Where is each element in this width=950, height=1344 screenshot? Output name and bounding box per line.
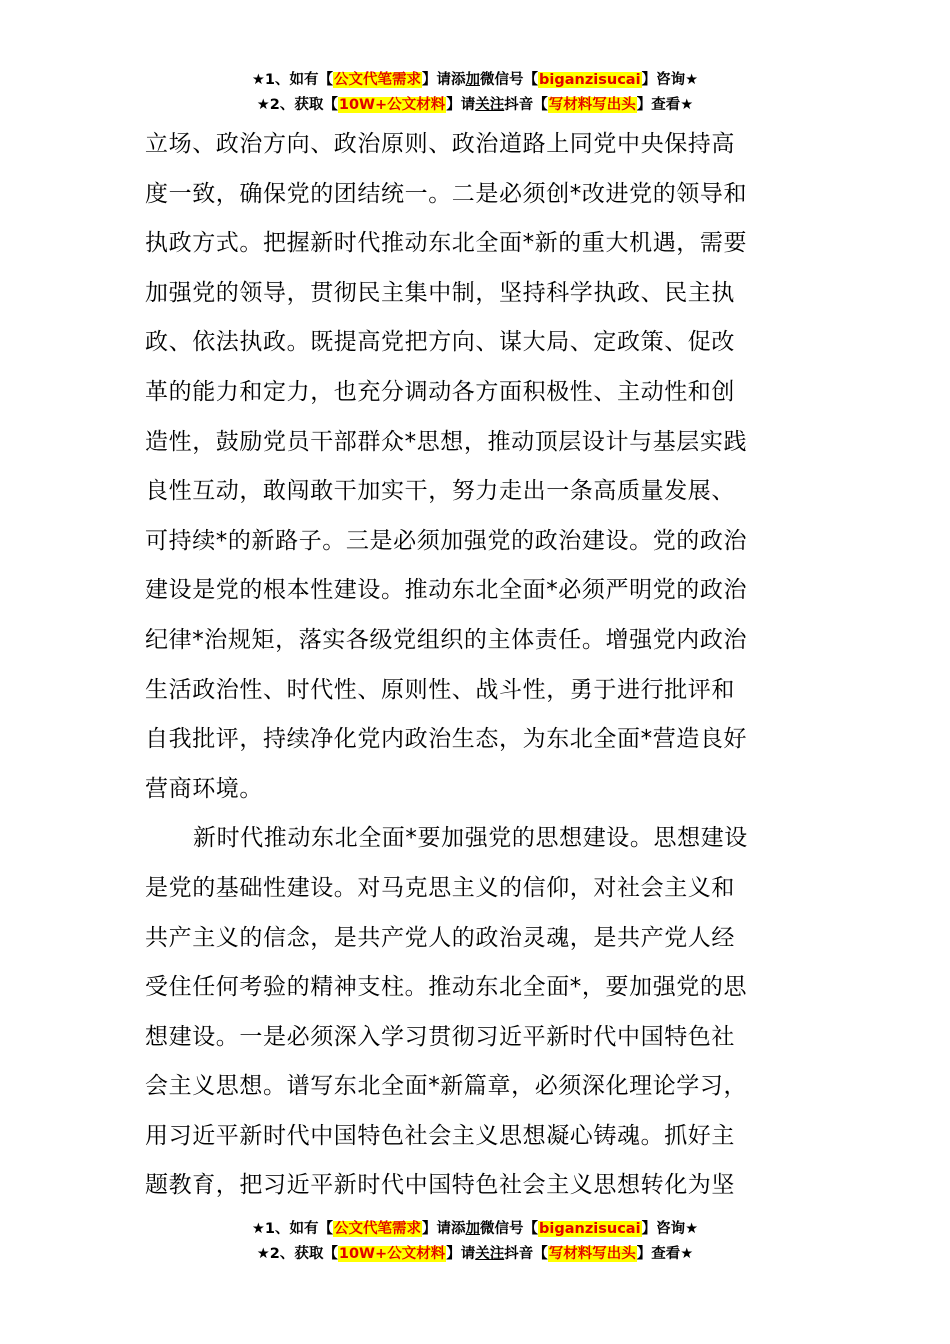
ad-text: 】请添 bbox=[422, 72, 466, 88]
ad-text: 】请 bbox=[446, 97, 476, 113]
text-line: 加强党的领导，贯彻民主集中制，坚持科学执政、民主执 bbox=[145, 279, 735, 306]
ad-highlight-douyin: 写材料写出头 bbox=[548, 97, 636, 113]
ad-text: 】请添 bbox=[422, 1221, 466, 1237]
ad-highlight: 公文代笔需求 bbox=[334, 1221, 422, 1237]
ad-text: 加 bbox=[465, 72, 481, 88]
ad-text: 】查看★ bbox=[636, 1246, 694, 1262]
text-line: 良性互动，敢闯敢干加实干，努力走出一条高质量发展、 bbox=[145, 478, 735, 505]
text-line: 纪律*治规矩，落实各级党组织的主体责任。增强党内政治 bbox=[145, 626, 748, 653]
text-line: 立场、政治方向、政治原则、政治道路上同党中央保持高 bbox=[145, 131, 735, 157]
ad-highlight-wechat-id: biganzisucai bbox=[539, 72, 641, 88]
ad-text: 抖音【 bbox=[504, 97, 548, 113]
header-ad-banner bbox=[0, 68, 950, 118]
footer-ad-banner bbox=[0, 1217, 950, 1267]
text-line: 会主义思想。谱写东北全面*新篇章，必须深化理论学习， bbox=[145, 1073, 748, 1100]
ad-text: 微信号【 bbox=[480, 72, 539, 88]
text-line: 政、依法执政。既提高党把方向、谋大局、定政策、促改 bbox=[145, 329, 735, 356]
text-line: 执政方式。把握新时代推动东北全面*新的重大机遇，需要 bbox=[145, 230, 748, 257]
text-line: 题教育，把习近平新时代中国特色社会主义思想转化为坚 bbox=[145, 1172, 735, 1199]
text-line: 营商环境。 bbox=[145, 775, 263, 802]
ad-text: ★1、如有【 bbox=[251, 1221, 334, 1237]
text-line: 共产主义的信念，是共产党人的政治灵魂，是共产党人经 bbox=[145, 924, 735, 951]
ad-line-1 bbox=[0, 68, 950, 93]
ad-highlight: 10W+公文材料 bbox=[338, 1246, 446, 1262]
ad-text: 关注 bbox=[475, 1246, 505, 1262]
text-line: 想建设。一是必须深入学习贯彻习近平新时代中国特色社 bbox=[145, 1023, 735, 1050]
ad-highlight: 公文代笔需求 bbox=[334, 72, 422, 88]
ad-text: 关注 bbox=[475, 97, 505, 113]
ad-text: ★2、获取【 bbox=[256, 97, 338, 113]
ad-text: 】咨询★ bbox=[641, 72, 699, 88]
ad-highlight-douyin: 写材料写出头 bbox=[548, 1246, 636, 1262]
ad-text: 微信号【 bbox=[480, 1221, 539, 1237]
text-line: 自我批评，持续净化党内政治生态，为东北全面*营造良好 bbox=[145, 726, 748, 753]
text-line: 生活政治性、时代性、原则性、战斗性，勇于进行批评和 bbox=[145, 676, 735, 703]
ad-text: 】请 bbox=[446, 1246, 476, 1262]
text-line: 革的能力和定力，也充分调动各方面积极性、主动性和创 bbox=[145, 378, 735, 405]
text-line: 受住任何考验的精神支柱。推动东北全面*，要加强党的思 bbox=[145, 974, 748, 1001]
text-line: 用习近平新时代中国特色社会主义思想凝心铸魂。抓好主 bbox=[145, 1122, 735, 1149]
ad-text: 】咨询★ bbox=[641, 1221, 699, 1237]
ad-text: 加 bbox=[465, 1221, 481, 1237]
ad-line-2 bbox=[0, 93, 950, 118]
ad-text: ★2、获取【 bbox=[256, 1246, 338, 1262]
text-line: 造性，鼓励党员干部群众*思想，推动顶层设计与基层实践 bbox=[145, 428, 748, 455]
ad-highlight-wechat-id: biganzisucai bbox=[539, 1221, 641, 1237]
ad-text: 】查看★ bbox=[636, 97, 694, 113]
ad-text: ★1、如有【 bbox=[251, 72, 334, 88]
ad-line-2 bbox=[0, 1242, 950, 1267]
text-line: 度一致，确保党的团结统一。二是必须创*改进党的领导和 bbox=[145, 180, 748, 207]
ad-text: 抖音【 bbox=[504, 1246, 548, 1262]
ad-highlight: 10W+公文材料 bbox=[338, 97, 446, 113]
body-text bbox=[145, 120, 807, 1211]
text-line: 建设是党的根本性建设。推动东北全面*必须严明党的政治 bbox=[145, 577, 748, 604]
text-line: 是党的基础性建设。对马克思主义的信仰，对社会主义和 bbox=[145, 874, 735, 901]
text-line: 可持续*的新路子。三是必须加强党的政治建设。党的政治 bbox=[145, 527, 748, 554]
paragraph-first-line: 新时代推动东北全面*要加强党的思想建设。思想建设 bbox=[193, 825, 748, 852]
ad-line-1 bbox=[0, 1217, 950, 1242]
